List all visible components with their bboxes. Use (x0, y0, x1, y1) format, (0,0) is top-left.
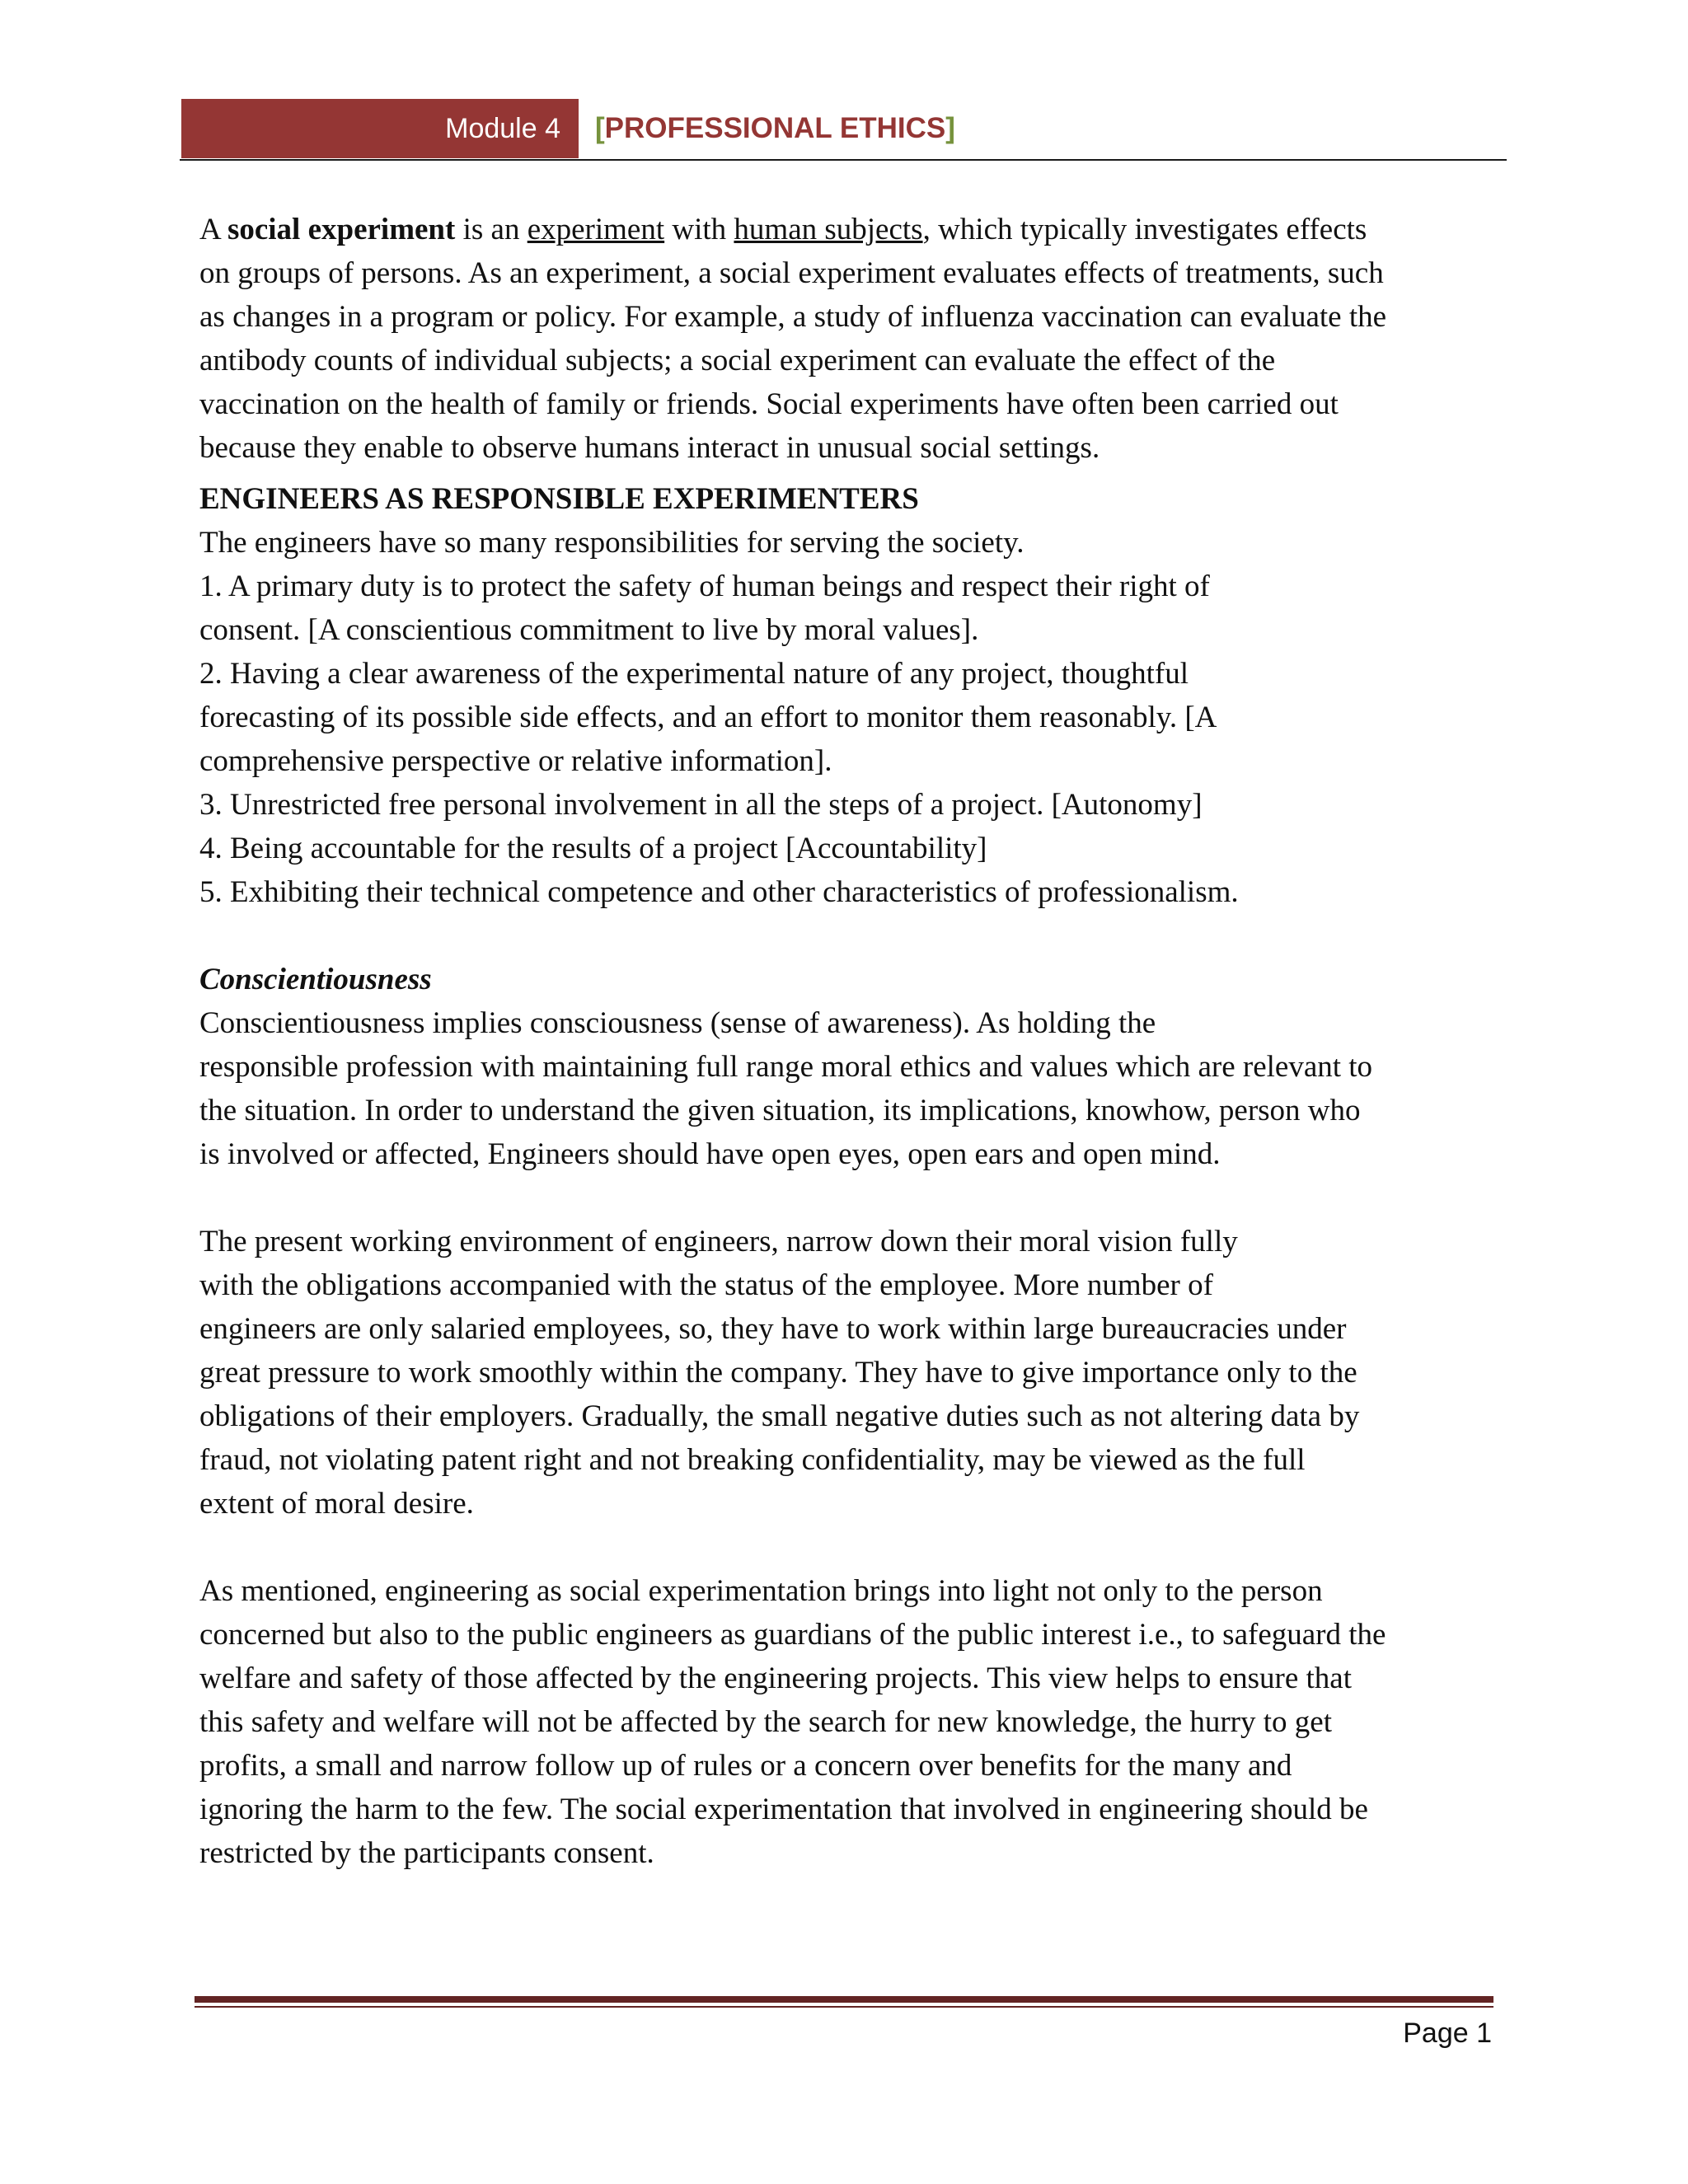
intro-line: vaccination on the health of family or friends. Social experiments have often been carried out (199, 387, 1339, 421)
responsibility-item: 5. Exhibiting their technical competence and other characteristics of professionalism. (199, 875, 1239, 909)
section-line: The engineers have so many responsibilities for serving the society. (199, 526, 1025, 560)
paragraph-line: fraud, not violating patent right and not breaking confidentiality, may be viewed as the full (199, 1443, 1306, 1477)
title-close-bracket: ] (945, 112, 955, 144)
intro-line: on groups of persons. As an experiment, a social experiment evaluates effects of treatments, such (199, 256, 1384, 290)
section-responsible-experimenters (199, 477, 1502, 914)
document-title (595, 97, 955, 160)
paragraph-line: with the obligations accompanied with the status of the employee. More number of (199, 1268, 1213, 1302)
link-human-subjects[interactable]: human subjects (734, 213, 923, 246)
responsibility-item: 3. Unrestricted free personal involvement in all the steps of a project. [Autonomy] (199, 788, 1203, 822)
intro-line-1-rest: , which typically investigates effects (922, 213, 1367, 246)
paragraph-line: Conscientiousness implies consciousness (sense of awareness). As holding the (199, 1006, 1156, 1040)
intro-line: because they enable to observe humans interact in unusual social settings. (199, 431, 1100, 465)
paragraph-line: engineers are only salaried employees, so, they have to work within large bureaucracies under (199, 1312, 1347, 1346)
term-social-experiment: social experiment (227, 213, 456, 246)
header-divider (180, 159, 1507, 161)
paragraph-line: ignoring the harm to the few. The social experimentation that involved in engineering should be (199, 1793, 1368, 1826)
page-content (199, 208, 1502, 1875)
paragraph-line: welfare and safety of those affected by the engineering projects. This view helps to ensure that (199, 1661, 1352, 1695)
paragraph-line: restricted by the participants consent. (199, 1836, 654, 1870)
page-number: Page 1 (1403, 2018, 1492, 2049)
paragraph-line: As mentioned, engineering as social experimentation brings into light not only to the person (199, 1574, 1323, 1608)
paragraph-line: responsible profession with maintaining full range moral ethics and values which are relevant to (199, 1050, 1373, 1084)
title-open-bracket: [ (595, 112, 605, 144)
intro-paragraph (199, 208, 1502, 470)
paragraph-line: this safety and welfare will not be affected by the search for new knowledge, the hurry to get (199, 1705, 1332, 1739)
module-label: Module 4 (445, 112, 560, 144)
footer-divider-thick (195, 1996, 1493, 2003)
paragraph-line: obligations of their employers. Gradually, the small negative duties such as not altering data by (199, 1399, 1360, 1433)
responsibility-item: 1. A primary duty is to protect the safety of human beings and respect their right of (199, 569, 1210, 603)
intro-line-1 (199, 208, 1502, 251)
responsibility-item: 2. Having a clear awareness of the experimental nature of any project, thoughtful (199, 657, 1189, 691)
intro-line: as changes in a program or policy. For example, a study of influenza vaccination can evaluate the (199, 300, 1387, 334)
link-experiment[interactable]: experiment (527, 213, 665, 246)
subheading-conscientiousness: Conscientiousness (199, 963, 432, 996)
paragraph-line: profits, a small and narrow follow up of rules or a concern over benefits for the many and (199, 1749, 1292, 1783)
responsibility-item: comprehensive perspective or relative information]. (199, 744, 832, 778)
paragraph-line: great pressure to work smoothly within the company. They have to give importance only to the (199, 1356, 1357, 1390)
responsibility-item: consent. [A conscientious commitment to live by moral values]. (199, 613, 979, 647)
paragraph-line: the situation. In order to understand the given situation, its implications, knowhow, person who (199, 1094, 1361, 1127)
paragraph-line: concerned but also to the public engineers as guardians of the public interest i.e., to safeguard the (199, 1618, 1386, 1652)
intro-mid-2: with (672, 213, 727, 246)
paragraph-line: The present working environment of engineers, narrow down their moral vision fully (199, 1225, 1238, 1258)
paragraph-social-experimentation (199, 1569, 1502, 1875)
title-text: PROFESSIONAL ETHICS (604, 112, 946, 144)
section-heading: ENGINEERS AS RESPONSIBLE EXPERIMENTERS (199, 482, 919, 516)
paragraph-line: extent of moral desire. (199, 1487, 474, 1521)
section-conscientiousness (199, 958, 1502, 1176)
responsibility-item: forecasting of its possible side effects, and an effort to monitor them reasonably. [A (199, 701, 1217, 734)
footer-divider-thin (195, 2006, 1493, 2008)
module-tab (181, 99, 579, 158)
paragraph-line: is involved or affected, Engineers should have open eyes, open ears and open mind. (199, 1137, 1221, 1171)
intro-article: A (199, 213, 220, 246)
page-header (181, 97, 1507, 160)
intro-mid-1: is an (462, 213, 520, 246)
paragraph-working-environment (199, 1220, 1502, 1526)
responsibility-item: 4. Being accountable for the results of a project [Accountability] (199, 832, 987, 865)
intro-line: antibody counts of individual subjects; a social experiment can evaluate the effect of the (199, 344, 1276, 377)
